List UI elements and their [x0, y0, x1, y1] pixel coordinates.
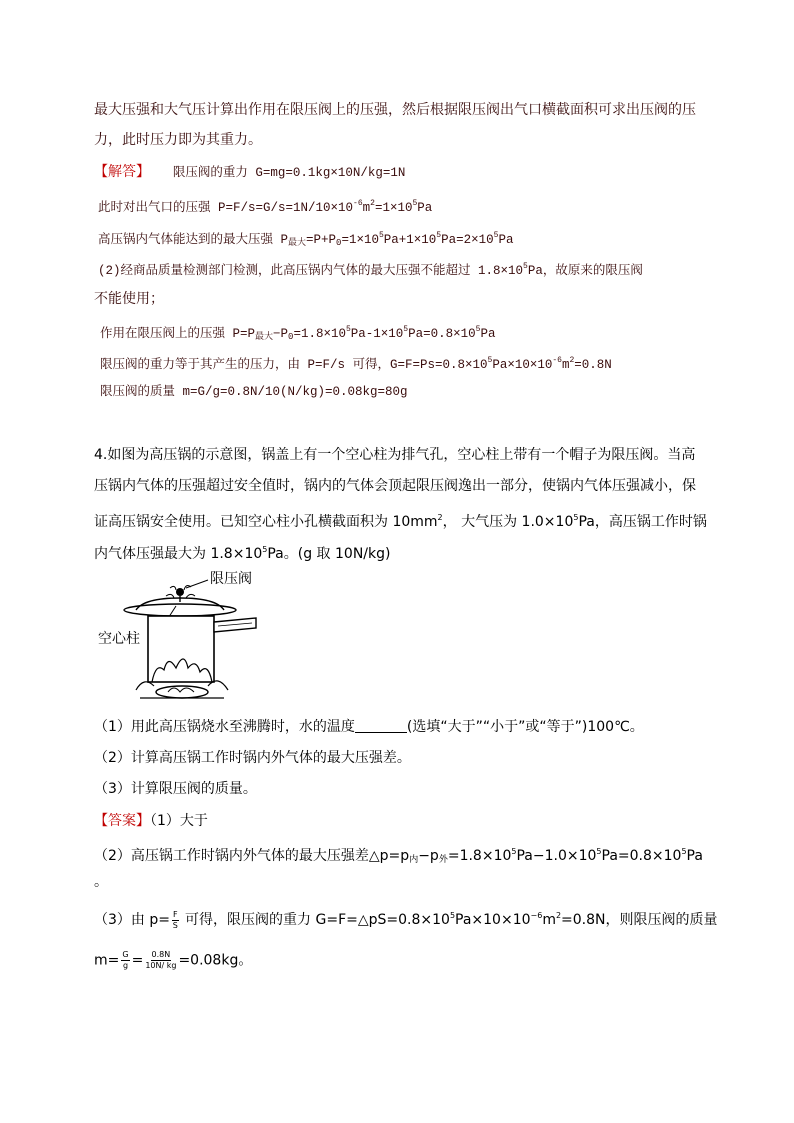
pressure-cooker-figure: [96, 566, 266, 704]
solution-line-2: 此时对出气口的压强 $P=F/s=G/s=1N/10\times 10^{-6}m^2=1\times 10^5Pa$: [98, 199, 433, 215]
solution-line-1: [94, 162, 405, 183]
answer-line-2-end: 。: [94, 874, 108, 890]
solution-line-8: 限压阀的质量 m=G/g=0.8N/10(N/kg)=0.08kg=80g: [100, 385, 408, 399]
solution-line-5: 不能使用；: [94, 291, 164, 307]
solution-line-3: 高压锅内气体能达到的最大压强 $P_{最大}=P+P_0=1\times 10^5Pa+1\times 10^5Pa=2\times 10^5Pa$: [98, 231, 514, 248]
solution-tag: 【解答】: [94, 164, 150, 180]
fraction-g-over-g: $\frac{G}{g}$: [122, 950, 129, 970]
solution-line-6: 作用在限压阀上的压强 $P=P_{最大}-P_0=1.8\times 10^5Pa-1\times 10^5Pa=0.8\times 10^5Pa$: [100, 325, 496, 342]
answer-line-1: 【答案】（1）大于: [94, 813, 208, 829]
fraction-value: $\frac{0.8N}{10N/ kg}$: [145, 950, 177, 970]
question-4-part-3: （3）计算限压阀的质量。: [94, 781, 257, 797]
answer-line-3: （3）由 p= $\frac{F}{S}$ 可得，限压阀的重力 $G=F=\triangle pS=0.8\times 10^5Pa\times 10\times 10^{-6}m^2=0.8N$，则限压阀的质量: [94, 909, 718, 930]
solution-weight: 限压阀的重力 G=mg=0.1kg×10N/kg=1N: [172, 166, 406, 180]
question-4-line-4: 内气体压强最大为 $1.8\times 10^5Pa$。(g 取 10N/kg): [94, 545, 391, 562]
question-4-line-1: 4.如图为高压锅的示意图，锅盖上有一个空心柱为排气孔，空心柱上带有一个帽子为限压阀。当高: [94, 447, 696, 463]
solution-line-7: 限压阀的重力等于其产生的压力，由 P=F/s 可得，$G=F=Ps=0.8\times 10^5Pa\times 10\times 10^{-6}m^2=0.8N$: [100, 356, 612, 372]
question-4-part-1: （1）用此高压锅烧水至沸腾时，水的温度 (选填“大于”“小于”或“等于”)100℃。: [94, 719, 644, 735]
answer-blank: [355, 718, 407, 733]
answer-line-4: m= $\frac{G}{g}$ = $\frac{0.8N}{10N/ kg}$ =0.08kg。: [94, 950, 253, 970]
intro-line-2: 力，此时压力即为其重力。: [94, 132, 262, 148]
hollow-column-label: 空心柱: [98, 631, 140, 647]
question-4-line-2: 压锅内气体的压强超过安全值时，锅内的气体会顶起限压阀逸出一部分，使锅内气体压强减小，保: [94, 478, 696, 494]
intro-line-1: 最大压强和大气压计算出作用在限压阀上的压强，然后根据限压阀出气口横截面积可求出压阀的压: [94, 102, 696, 118]
answer-tag: 【答案】: [94, 813, 150, 829]
fraction-f-over-s: $\frac{F}{S}$: [172, 909, 178, 930]
question-4-part-2: （2）计算高压锅工作时锅内外气体的最大压强差。: [94, 750, 411, 766]
solution-line-4: (2)经商品质量检测部门检测，此高压锅内气体的最大压强不能超过 $1.8\times 10^5Pa$，故原来的限压阀: [98, 262, 643, 278]
question-4-line-3: 证高压锅安全使用。已知空心柱小孔横截面积为 $10mm^2$， 大气压为 $1.0\times 10^5Pa$，高压锅工作时锅: [94, 513, 707, 530]
answer-line-2: （2）高压锅工作时锅内外气体的最大压强差$\triangle p=p_内-p_外=1.8\times 10^5Pa-1.0\times 10^5Pa=0.8\times 10^5Pa$: [94, 847, 703, 865]
valve-label: 限压阀: [210, 571, 252, 587]
